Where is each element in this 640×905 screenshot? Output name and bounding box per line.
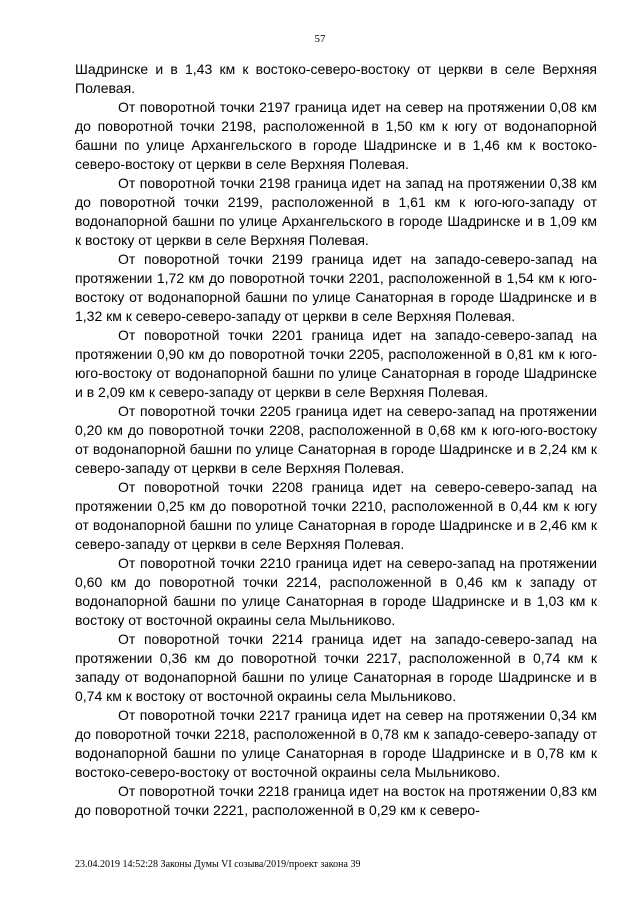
- paragraph-point-2208: От поворотной точки 2208 граница идет на северо-северо-запад на протяжении 0,25 км до поворотной точки 2210, расположенной в 0,44 км к югу от водонапорной башни по улице Санаторная в городе Шадринске и в 2,46 км к северо-западу от церкви в селе Верхняя Полевая.: [75, 479, 597, 552]
- footer-document-info: 23.04.2019 14:52:28 Законы Думы VI созыва/2019/проект закона 39: [75, 859, 361, 870]
- paragraph-point-2205: От поворотной точки 2205 граница идет на северо-запад на протяжении 0,20 км до поворотной точки 2208, расположенной в 0,68 км к юго-юго-востоку от водонапорной башни по улице Санаторная в городе Шадринске и в 2,24 км к северо-западу от церкви в селе Верхняя Полевая.: [75, 403, 597, 476]
- document-body: [75, 60, 597, 820]
- paragraph-point-2210: От поворотной точки 2210 граница идет на северо-запад на протяжении 0,60 км до поворотной точки 2214, расположенной в 0,46 км к западу от водонапорной башни по улице Санаторная в городе Шадринске и в 1,03 км к востоку от восточной окраины села Мыльниково.: [75, 555, 597, 628]
- paragraph-continuation: Шадринске и в 1,43 км к востоко-северо-востоку от церкви в селе Верхняя Полевая.: [75, 61, 597, 96]
- paragraph-point-2201: От поворотной точки 2201 граница идет на западо-северо-запад на протяжении 0,90 км до поворотной точки 2205, расположенной в 0,81 км к юго-юго-востоку от водонапорной башни по улице Санаторная в городе Шадринске и в 2,09 км к северо-западу от церкви в селе Верхняя Полевая.: [75, 327, 597, 400]
- paragraph-point-2198: От поворотной точки 2198 граница идет на запад на протяжении 0,38 км до поворотной точки 2199, расположенной в 1,61 км к юго-юго-западу от водонапорной башни по улице Архангельского в городе Шадринске и в 1,09 км к востоку от церкви в селе Верхняя Полевая.: [75, 175, 597, 248]
- page-number: 57: [314, 33, 326, 45]
- paragraph-point-2199: От поворотной точки 2199 граница идет на западо-северо-запад на протяжении 1,72 км до поворотной точки 2201, расположенной в 1,54 км к юго-востоку от водонапорной башни по улице Санаторная в городе Шадринске и в 1,32 км к северо-северо-западу от церкви в селе Верхняя Полевая.: [75, 251, 597, 324]
- paragraph-point-2218: От поворотной точки 2218 граница идет на восток на протяжении 0,83 км до поворотной точки 2221, расположенной в 0,29 км к северо-: [75, 783, 597, 818]
- paragraph-point-2197: От поворотной точки 2197 граница идет на север на протяжении 0,08 км до поворотной точки 2198, расположенной в 1,50 км к югу от водонапорной башни по улице Архангельского в городе Шадринске и в 1,46 км к востоко-северо-востоку от церкви в селе Верхняя Полевая.: [75, 99, 597, 172]
- paragraph-point-2217: От поворотной точки 2217 граница идет на север на протяжении 0,34 км до поворотной точки 2218, расположенной в 0,78 км к западо-северо-западу от водонапорной башни по улице Санаторная в городе Шадринске и в 0,78 км к востоко-северо-востоку от восточной окраины села Мыльниково.: [75, 707, 597, 780]
- paragraph-point-2214: От поворотной точки 2214 граница идет на западо-северо-запад на протяжении 0,36 км до поворотной точки 2217, расположенной в 0,74 км к западу от водонапорной башни по улице Санаторная в городе Шадринске и в 0,74 км к востоку от восточной окраины села Мыльниково.: [75, 631, 597, 704]
